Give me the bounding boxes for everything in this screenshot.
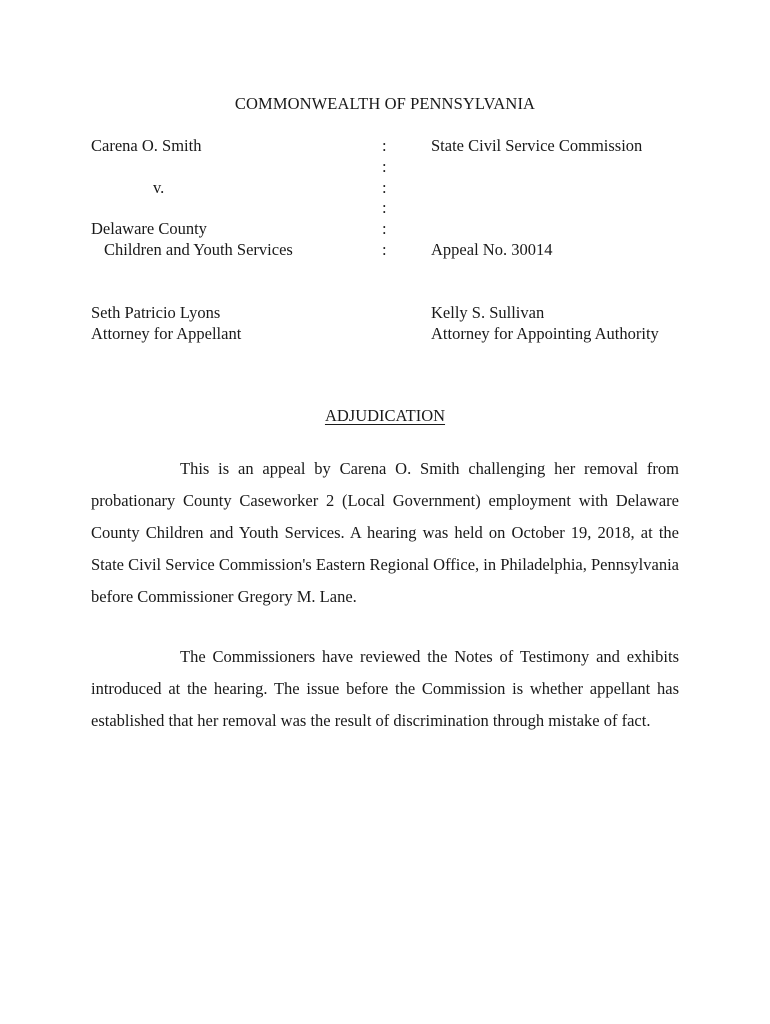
appellant-attorney-role: Attorney for Appellant [91, 324, 242, 343]
appellee-name-line1: Delaware County [91, 219, 207, 238]
caption-colon: : [382, 136, 387, 155]
section-title [0, 408, 770, 425]
paragraph-text: This is an appeal by Carena O. Smith challenging her removal from probationary County Caseworker 2 (Local Government) employment with Delaware County Children and Youth Services. A hearing was held on October 19, 2018, at the State Civil Service Commission's Eastern Regional Office, in Philadelphia, Pennsylvania before Commissioner Gregory M. Lane. [91, 459, 679, 606]
caption-colon: : [382, 178, 387, 197]
authority-attorney-name: Kelly S. Sullivan [431, 303, 545, 322]
versus-label: v. [153, 178, 165, 197]
caption-colon: : [382, 240, 387, 259]
caption-colon: : [382, 157, 387, 176]
authority-attorney-role: Attorney for Appointing Authority [431, 324, 659, 343]
caption-colon: : [382, 219, 387, 238]
appellant-name: Carena O. Smith [91, 136, 202, 155]
caption-colon: : [382, 198, 387, 217]
body-paragraph [91, 453, 679, 613]
body-paragraph [91, 641, 679, 737]
agency-name: State Civil Service Commission [431, 136, 643, 155]
appellant-attorney-name: Seth Patricio Lyons [91, 303, 221, 322]
paragraph-text: The Commissioners have reviewed the Notes of Testimony and exhibits introduced at the hearing. The issue before the Commission is whether appellant has established that her removal was the result of discrimination through mistake of fact. [91, 647, 679, 730]
appeal-number: Appeal No. 30014 [431, 240, 553, 259]
document-heading: COMMONWEALTH OF PENNSYLVANIA [234, 94, 536, 113]
section-title-text: ADJUDICATION [324, 406, 446, 425]
appellee-name-line2: Children and Youth Services [104, 240, 293, 259]
